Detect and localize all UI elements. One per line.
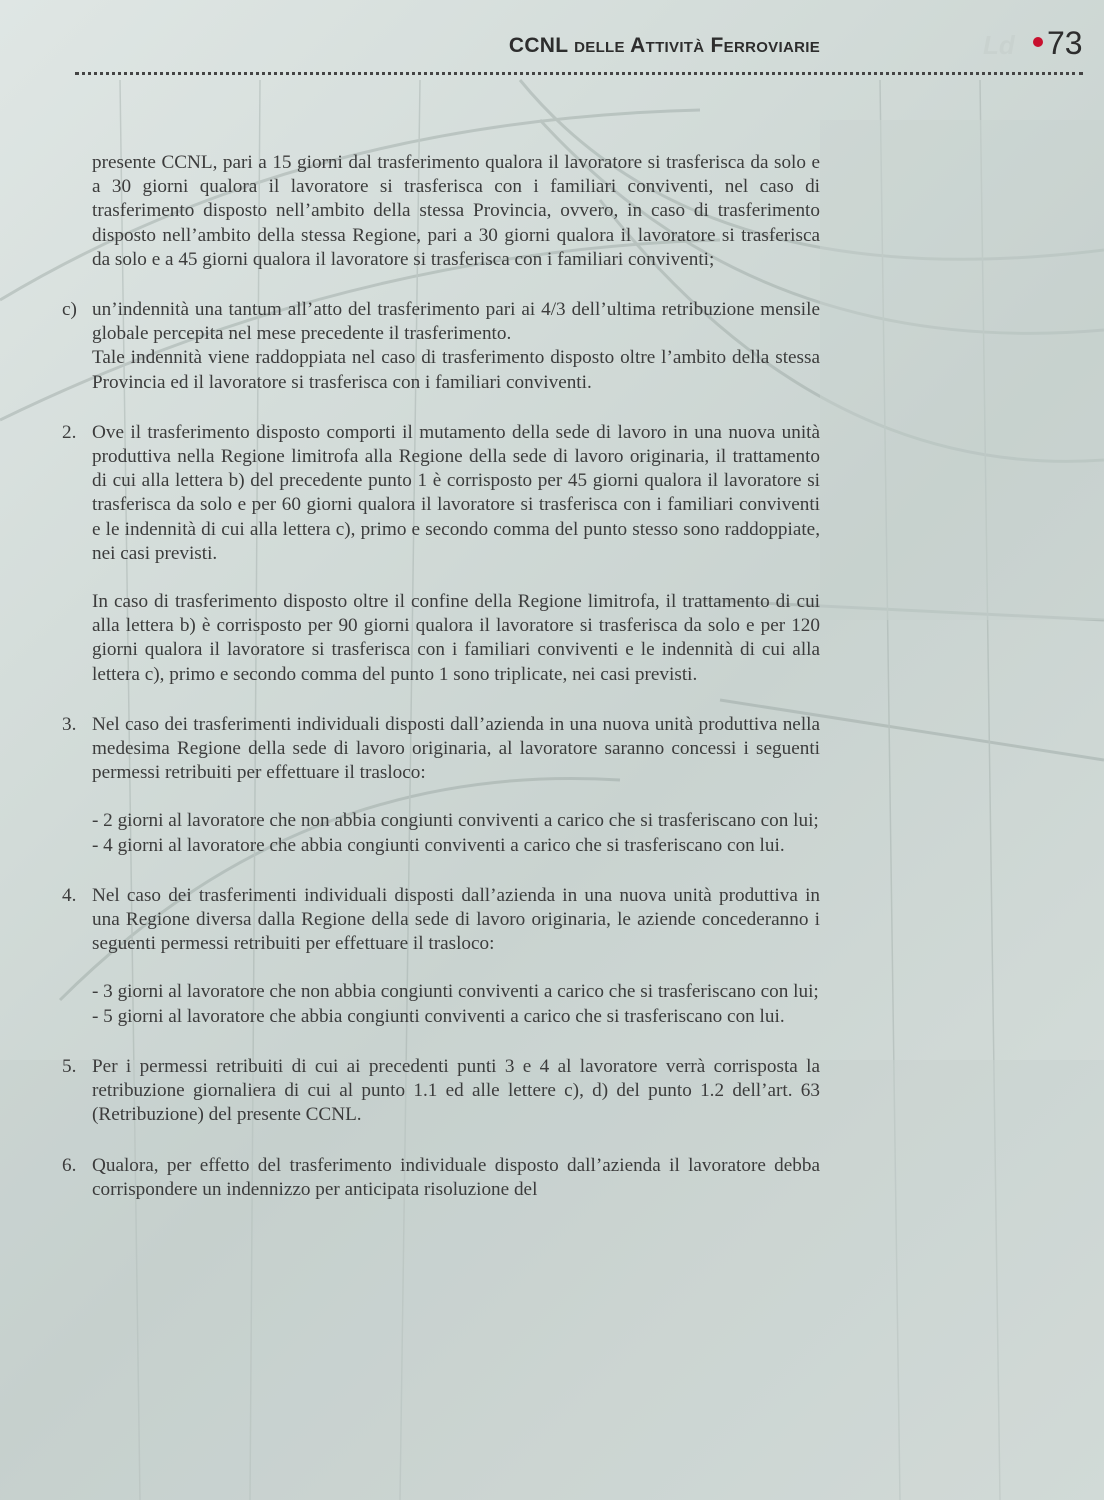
item-2-text-2: In caso di trasferimento disposto oltre il confine della Regione limitrofa, il trattamento di cui alla lettera b) è corrisposto per 90 giorni qualora il lavoratore si trasferisca da solo e per 120 giorni qualora il lavoratore si trasferisca con i familiari conviventi e le indennità di cui alla lettera c), primo e secondo comma del punto 1 sono triplicate, nei casi previsti. xyxy=(92,591,820,685)
page-number: 73 xyxy=(1047,25,1083,61)
list-marker: 4. xyxy=(62,884,77,906)
intro-paragraph: presente CCNL, pari a 15 giorni dal trasferimento qualora il lavoratore si trasferisca da solo e a 30 giorni qualora il lavoratore si trasferisca con i familiari conviventi, nel caso di trasferimento disposto nell’ambito della stessa Provincia, ovvero, in caso di trasferimento disposto nell’ambito della stessa Regione, pari a 30 giorni qualora il lavoratore si trasferisca da solo e a 45 giorni qualora il lavoratore si trasferisca con i familiari conviventi; xyxy=(92,152,820,270)
list-item-5 xyxy=(62,1055,820,1128)
item-4-text: Nel caso dei trasferimenti individuali disposti dall’azienda in una nuova unità produttiva in una Regione diversa dalla Regione della sede di lavoro originaria, le aziende concederanno i seguenti permessi retribuiti per effettuare il trasloco: xyxy=(92,884,820,955)
red-dot-icon xyxy=(1033,37,1043,47)
item-6-text: Qualora, per effetto del trasferimento individuale disposto dall’azienda il lavoratore debba corrispondere un indennizzo per anticipata risoluzione del xyxy=(92,1154,820,1200)
list-item-4 xyxy=(62,884,820,1029)
running-title: CCNL delle Attività Ferroviarie xyxy=(508,34,820,57)
item-3-bullet-1: - 2 giorni al lavoratore che non abbia congiunti conviventi a carico che si trasferiscano con lui; xyxy=(92,810,819,832)
item-4-bullet-2: - 5 giorni al lavoratore che abbia congiunti conviventi a carico che si trasferiscano con lui. xyxy=(92,1005,785,1027)
list-item-6 xyxy=(62,1154,820,1202)
item-2-text: Ove il trasferimento disposto comporti il mutamento della sede di lavoro in una nuova unità produttiva nella Regione limitrofa alla Regione della sede di lavoro originaria, il trattamento di cui alla lettera b) del precedente punto 1 è corrisposto per 45 giorni qualora il lavoratore si trasferisca da solo e per 60 giorni qualora il lavoratore si trasferisca con i familiari conviventi e le indennità di cui alla lettera c), primo e secondo comma del punto stesso sono raddoppiate, nei casi previsti. xyxy=(92,421,820,564)
list-marker: 3. xyxy=(62,713,77,735)
list-marker: c) xyxy=(62,299,77,321)
publisher-logo: Ld xyxy=(983,30,1015,60)
body-text xyxy=(62,151,820,1202)
item-4-bullet-1: - 3 giorni al lavoratore che non abbia congiunti conviventi a carico che si trasferiscano con lui; xyxy=(92,981,819,1003)
item-c-text: un’indennità una tantum all’atto del trasferimento pari ai 4/3 dell’ultima retribuzione mensile globale percepita nel mese precedente il trasferimento. xyxy=(92,299,820,345)
list-item-3 xyxy=(62,713,820,858)
item-5-text: Per i permessi retribuiti di cui ai precedenti punti 3 e 4 al lavoratore verrà corrisposta la retribuzione giornaliera di cui al punto 1.1 ed alle lettere c), d) del punto 1.2 dell’art. 63 (Retribuzione) del presente CCNL. xyxy=(92,1055,820,1126)
item-c-text-2: Tale indennità viene raddoppiata nel caso di trasferimento disposto oltre l’ambito della stessa Provincia ed il lavoratore si trasferisca con i familiari conviventi. xyxy=(92,347,820,393)
item-3-bullet-2: - 4 giorni al lavoratore che abbia congiunti conviventi a carico che si trasferiscano con lui. xyxy=(92,834,785,856)
list-marker: 6. xyxy=(62,1154,77,1176)
list-marker: 2. xyxy=(62,421,77,443)
list-item-c xyxy=(62,298,820,395)
list-marker: 5. xyxy=(62,1055,77,1077)
item-3-text: Nel caso dei trasferimenti individuali disposti dall’azienda in una nuova unità produttiva nella medesima Regione della sede di lavoro originaria, al lavoratore saranno concessi i seguenti permessi retribuiti per effettuare il trasloco: xyxy=(92,713,820,784)
header-divider xyxy=(75,72,1083,75)
list-item-2 xyxy=(62,421,820,687)
page-header xyxy=(0,0,1104,80)
